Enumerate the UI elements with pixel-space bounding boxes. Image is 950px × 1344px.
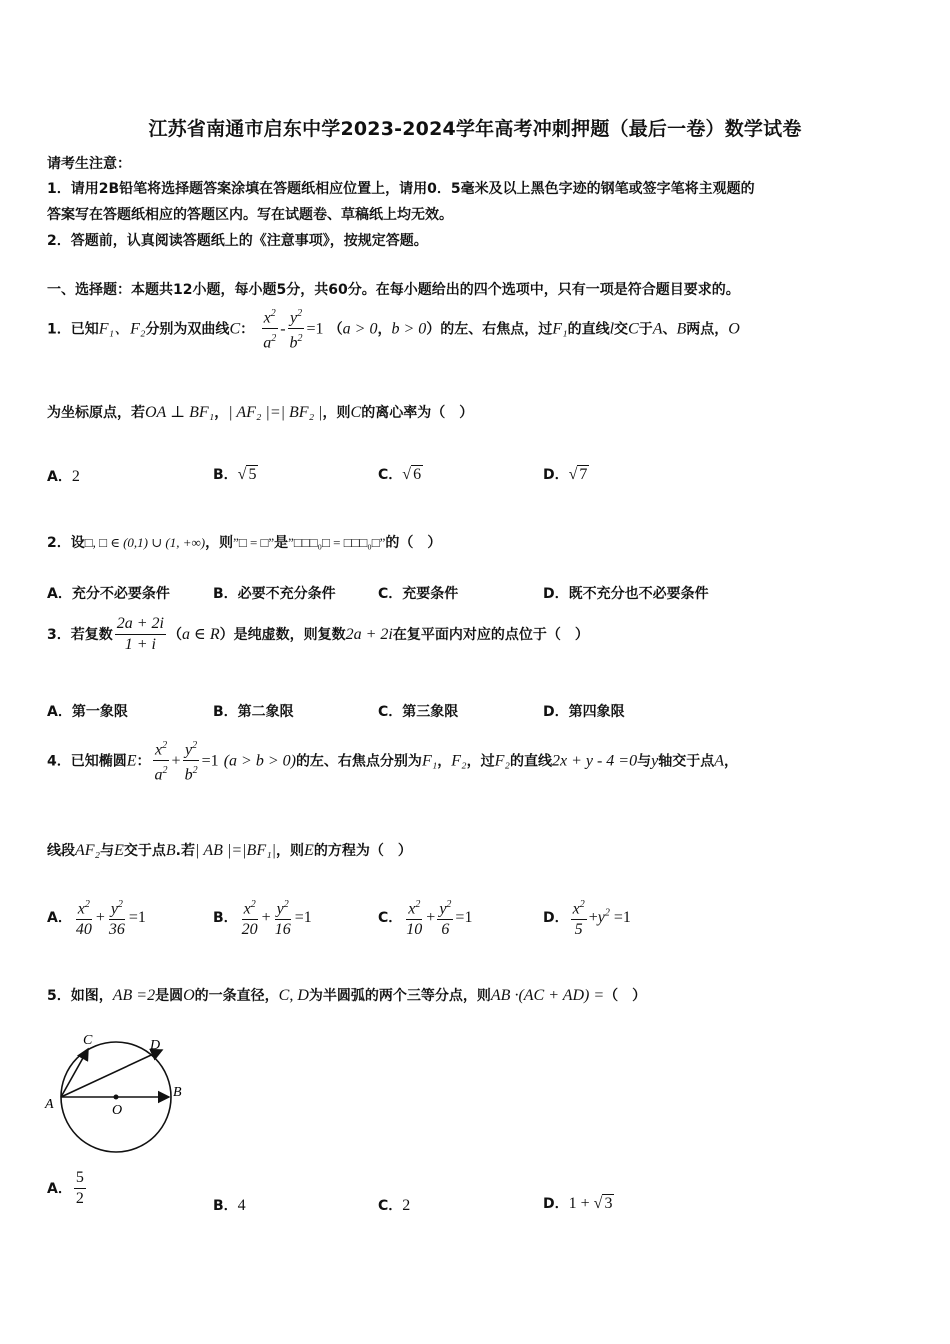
label-b: B <box>173 1085 182 1100</box>
q4-option-b: B． $\frac{x^2}{20}$ + $\frac{y^2}{16}$ =1 <box>213 895 312 940</box>
q2-option-c: C．充要条件 <box>378 586 459 602</box>
q1-option-a: A．2 <box>47 468 80 485</box>
notice-line-2: 答案写在答题纸相应的答题区内。写在试题卷、草稿纸上均无效。 <box>47 207 453 223</box>
q1-option-d: D．√ 7 <box>543 466 588 483</box>
page-title: 江苏省南通市启东中学2023-2024学年高考冲刺押题（最后一卷）数学试卷 <box>148 118 802 140</box>
q5-option-c: C．2 <box>378 1197 411 1214</box>
q3-option-c: C．第三象限 <box>378 704 459 720</box>
question-5: 5．如图，AB =2是圆O的一条直径，C, D为半圆弧的两个三等分点，则AB ·(AC + AD) =（ ） <box>47 987 647 1004</box>
notice-line-3: 2．答题前，认真阅读答题纸上的《注意事项》，按规定答题。 <box>47 233 428 249</box>
label-d: D <box>150 1038 161 1053</box>
vector-ad <box>61 1050 162 1097</box>
label-c: C <box>83 1033 93 1048</box>
question-4-line-1: 4．已知椭圆E： $\frac{x^2}{a^2}$ + $\frac{y^2}{b^2}$ =1 (a > b > 0)的左、右焦点分别为F₁，F₂，过F₂的直线2x + y - 4 =0与y轴交于点A， <box>47 736 738 786</box>
q3-option-d: D．第四象限 <box>543 704 625 720</box>
q1-option-b: B．√ 5 <box>213 466 257 483</box>
q5-option-b: B．4 <box>213 1197 246 1214</box>
label-o: O <box>112 1103 123 1118</box>
question-1-line-2: 为坐标原点，若OA ⊥ BF₁，| AF₂ |=| BF₂ |，则C的离心率为（ ） <box>47 404 474 421</box>
q1-option-c: C．√ 6 <box>378 466 422 483</box>
notice-line-1: 1．请用2B铅笔将选择题答案涂填在答题纸相应位置上，请用0．5毫米及以上黑色字迹的钢笔或签字笔将主观题的 <box>47 181 755 197</box>
question-3: 3．若复数 $\frac{2a + 2i}{1 + i}$ （a ∈ R）是纯虚数，则复数2a + 2i在复平面内对应的点位于（ ） <box>47 615 589 653</box>
q2-option-a: A．充分不必要条件 <box>47 586 170 602</box>
q2-option-b: B．必要不充分条件 <box>213 586 336 602</box>
notice-heading: 请考生注意： <box>47 156 131 172</box>
vector-ac <box>61 1049 88 1097</box>
question-4-line-2: 线段AF₂与E交于点B.若| AB |=|BF₁|，则E的方程为（ ） <box>47 842 412 859</box>
q5-option-d: D．1 + √ 3 <box>543 1195 613 1212</box>
section-1-heading: 一、选择题：本题共12小题，每小题5分，共60分。在每小题给出的四个选项中，只有一项是符合题目要求的。 <box>47 282 740 298</box>
label-a: A <box>45 1097 54 1112</box>
question-1-line-1: 1．已知F₁、F₂分别为双曲线C： $\frac{x^2}{a^2}$ - $\frac{y^2}{b^2}$ =1 （a > 0，b > 0）的左、右焦点，过F₁的直线l交C于A、B两点，O <box>47 304 740 354</box>
circle-diagram <box>40 1030 200 1160</box>
q4-option-d: D． $\frac{x^2}{5}$ $+y^2 =1$ <box>543 895 631 940</box>
q5-option-a: A． $\frac{5}{2}$ <box>47 1169 84 1207</box>
q3-option-b: B．第二象限 <box>213 704 294 720</box>
q4-option-a: A． $\frac{x^2}{40}$ + $\frac{y^2}{36}$ =1 <box>47 895 146 940</box>
center-point <box>114 1095 119 1100</box>
q3-option-a: A．第一象限 <box>47 704 128 720</box>
question-2: 2．设□, □ ∈ (0,1) ∪ (1, +∞)，则”□ = □”是”□□□₀□ = □□□₀□”的（ ） <box>47 535 442 551</box>
q2-option-d: D．既不充分也不必要条件 <box>543 586 709 602</box>
q4-option-c: C． $\frac{x^2}{10}$ + $\frac{y^2}{6}$ =1 <box>378 895 472 940</box>
